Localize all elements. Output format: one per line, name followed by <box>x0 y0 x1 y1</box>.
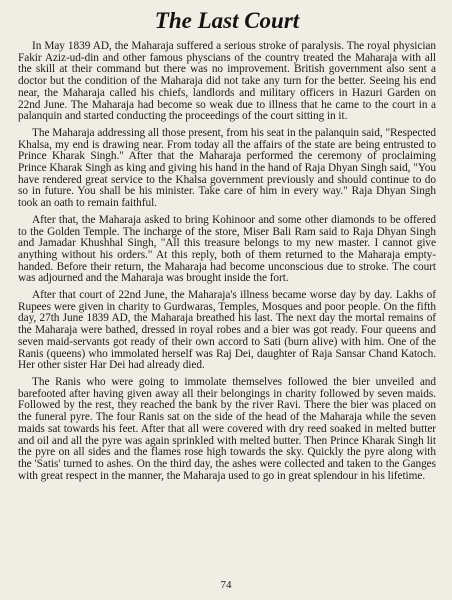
paragraph-5: The Ranis who were going to immolate themselves followed the bier unveiled and barefooted after having given away all their belongings in charity followed by seven maids. Followed by the rest, they reached the bank by the river Ravi. There the bier was placed on the funeral pyre. The four Ranis sat on the side of the head of the Maharaja while the seven maids sat towards his feet. After that all were covered with dry reed soaked in melted butter and oil and all the pyre was again sprinkled with melted butter. Then Prince Kharak Singh lit the pyre on all sides and the flames rose high towards the sky. Quickly the pyre along with the 'Satis' turned to ashes. On the third day, the ashes were collected and taken to the Ganges with great respect in the manner, the Maharaja used to go in great splendour in his lifetime. <box>18 375 436 482</box>
paragraph-2: The Maharaja addressing all those present, from his seat in the palanquin said, "Respected Khalsa, my end is drawing near. From today all the affairs of the state are being entrusted to Prince Kharak Singh." After that the Maharaja performed the ceremony of proclaiming Prince Kharak Singh as king and giving his hand in the hand of Raja Dhyan Singh said, "You have rendered great service to the Khalsa government previously and should continue to do so in future. You shall be his minister. Take care of him in every way." Raja Dhyan Singh took an oath to remain faithful. <box>18 126 436 210</box>
paragraph-4: After that court of 22nd June, the Maharaja's illness became worse day by day. Lakhs of Rupees were given in charity to Gurdwaras, Temples, Mosques and poor people. On the fifth day, 27th June 1839 AD, the Maharaja breathed his last. The next day the mortal remains of the Maharaja were bathed, dressed in royal robes and a bier was got ready. Four queens and seven maid-servants got ready of their own accord to Sati (burn alive) with him. One of the Ranis (queens) who immolated herself was Raj Dei, daughter of Raja Sansar Chand Katoch. Her other sister Har Dei had already died. <box>18 289 436 372</box>
paragraph-3: After that, the Maharaja asked to bring Kohinoor and some other diamonds to be offered to the Golden Temple. The incharge of the store, Miser Bali Ram said to Raja Dhyan Singh and Jamadar Khushhal Singh, "All this treasure belongs to my new master. I cannot give anything without his orders." At this reply, both of them returned to the Maharaja empty-handed. Before their return, the Maharaja had become unconscious due to stroke. The court was adjourned and the Maharaja was brought inside the fort. <box>18 213 436 285</box>
page-number: 74 <box>220 579 232 591</box>
paragraph-1: In May 1839 AD, the Maharaja suffered a serious stroke of paralysis. The royal physician Fakir Aziz-ud-din and other famous physcians of the country treated the Maharaja with all the skill at their command but there was no improvement. British government also sent a doctor but the condition of the Maharaja did not take any turn for the better. Seeing his end near, the Maharaja called his chiefs, landlords and military officers in Hazuri Garden on 22nd June. The Maharaja had become so weak due to illness that he came to the court in a palanquin and started conducting the proceedings of the court sitting in it. <box>18 40 436 123</box>
chapter-title: The Last Court <box>154 8 300 33</box>
chapter-body <box>18 41 436 482</box>
